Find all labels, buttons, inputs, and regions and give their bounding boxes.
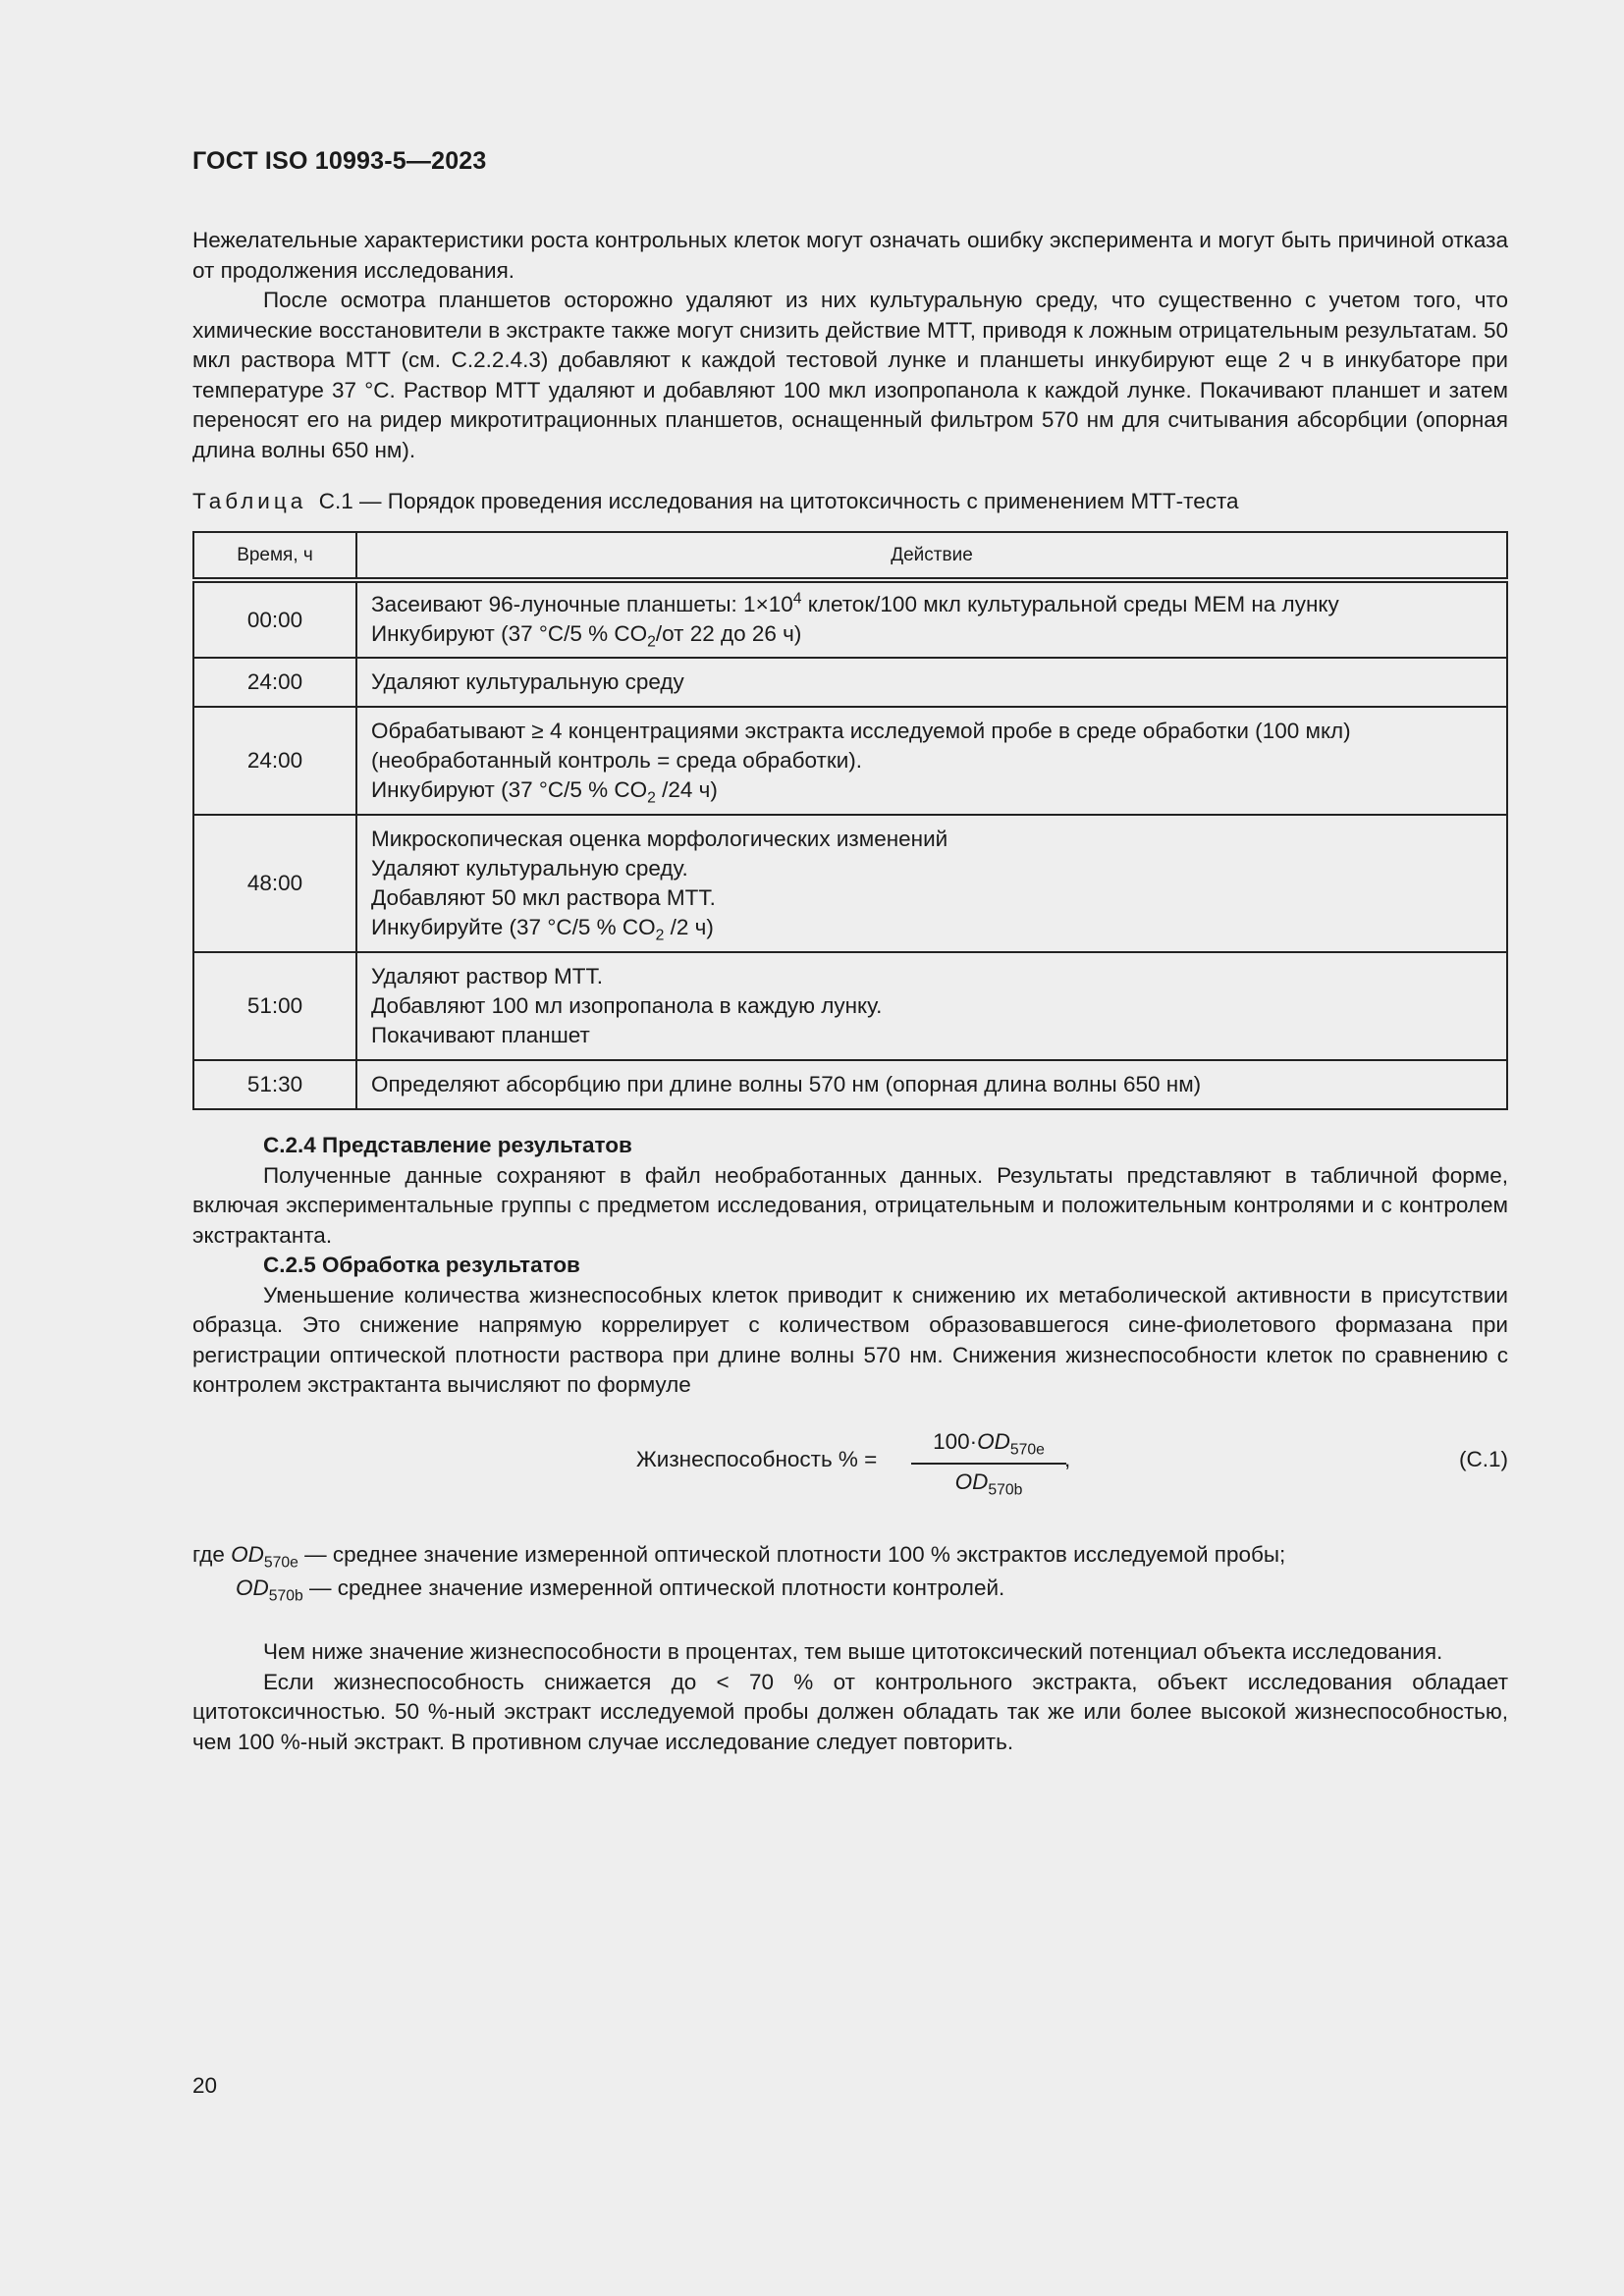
action-text: Добавляют 50 мкл раствора МТТ. xyxy=(371,884,716,910)
table-header-row xyxy=(193,532,1507,580)
column-header-time: Время, ч xyxy=(193,532,356,580)
closing-text xyxy=(192,1637,1508,1757)
row-action xyxy=(356,952,1507,1060)
section-c24-text: Полученные данные сохраняют в файл необработанных данных. Результаты представляют в табличной форме, включая экспериментальные группы с предметом исследования, отрицательным и положительным контролями и с контролем экстрактанта. xyxy=(192,1162,1508,1248)
closing-paragraph-2: Если жизнеспособность снижается до < 70 % от контрольного экстракта, объект исследования обладает цитотоксичностью. 50 %-ный экстракт исследуемой пробы должен обладать так же или более высокой жизнеспособностью, чем 100 %-ный экстракт. В противном случае исследование следует повторить. xyxy=(192,1669,1508,1754)
formula-den-od: OD xyxy=(954,1469,989,1494)
action-text: Добавляют 100 мл изопропанола в каждую лунку. xyxy=(371,992,883,1018)
legend-od-1: OD xyxy=(231,1542,264,1567)
formula-num-od: OD xyxy=(977,1429,1010,1454)
action-subscript: 2 xyxy=(655,927,665,943)
legend-sub-2: 570b xyxy=(268,1587,303,1605)
table-row xyxy=(193,1060,1507,1109)
intro-paragraph-1: Нежелательные характеристики роста контрольных клеток могут означать ошибку эксперимента и могут быть причиной отказа от продолжения исследования. xyxy=(192,228,1508,283)
legend-row-1 xyxy=(192,1538,1508,1572)
legend-row-2 xyxy=(192,1572,1508,1605)
action-text: Покачивают планшет xyxy=(371,1022,590,1047)
intro-text xyxy=(192,226,1508,465)
action-text-tail: /от 22 до 26 ч) xyxy=(655,621,802,646)
action-text: (необработанный контроль = среда обработки). xyxy=(371,747,863,773)
action-line xyxy=(371,825,1492,854)
legend-od-2: OD xyxy=(236,1575,269,1600)
action-line xyxy=(371,746,1492,775)
action-line xyxy=(371,1021,1492,1050)
row-time: 51:30 xyxy=(193,1060,356,1109)
table-body xyxy=(193,580,1507,1109)
action-line xyxy=(371,619,1492,649)
page-number: 20 xyxy=(192,2073,218,2098)
action-line xyxy=(371,775,1492,805)
action-text: Удаляют культуральную среду xyxy=(371,668,684,694)
action-line xyxy=(371,717,1492,746)
row-time: 24:00 xyxy=(193,658,356,707)
formula-num-sub: 570e xyxy=(1009,1441,1045,1459)
action-text: Микроскопическая оценка морфологических изменений xyxy=(371,826,948,851)
document-header: ГОСТ ISO 10993-5—2023 xyxy=(192,147,487,175)
formula-denominator xyxy=(911,1465,1066,1500)
formula-legend xyxy=(192,1538,1508,1605)
row-action xyxy=(356,580,1507,658)
action-text: Удаляют культуральную среду. xyxy=(371,855,688,881)
section-c25-title: С.2.5 Обработка результатов xyxy=(263,1253,580,1277)
action-text: Засеивают 96-луночные планшеты: 1×10 xyxy=(371,592,793,616)
action-text: Инкубируют (37 °С/5 % CO xyxy=(371,776,648,802)
table-row xyxy=(193,952,1507,1060)
action-superscript: 4 xyxy=(792,590,802,608)
table-caption xyxy=(192,487,1508,516)
table-row xyxy=(193,580,1507,658)
action-text: Удаляют раствор МТТ. xyxy=(371,963,603,988)
row-time: 48:00 xyxy=(193,815,356,952)
row-action xyxy=(356,707,1507,815)
table-row xyxy=(193,658,1507,707)
action-text-tail: клеток/100 мкл культуральной среды МЕМ на лунку xyxy=(801,592,1339,616)
viability-formula xyxy=(192,1425,1508,1514)
row-action xyxy=(356,658,1507,707)
action-text: Обрабатывают ≥ 4 концентрациями экстракта исследуемой пробе в среде обработки (100 мкл) xyxy=(371,718,1351,743)
formula-comma: , xyxy=(1064,1447,1071,1471)
row-action xyxy=(356,1060,1507,1109)
action-line xyxy=(371,854,1492,883)
formula-den-sub: 570b xyxy=(988,1481,1023,1499)
results-sections xyxy=(192,1131,1508,1401)
intro-paragraph-2: После осмотра планшетов осторожно удаляют из них культуральную среду, что существенно с учетом того, что химические восстановители в экстракте также могут снизить действие МТТ, приводя к ложным отрицательным результатам. 50 мкл раствора МТТ (см. С.2.2.4.3) добавляют к каждой тестовой лунке и планшеты инкубируют еще 2 ч в инкубаторе при температуре 37 °С. Раствор МТТ удаляют и добавляют 100 мкл изопропанола к каждой лунке. Покачивают планшет и затем переносят его на ридер микротитрационных планшетов, оснащенный фильтром 570 нм для считывания абсорбции (опорная длина волны 650 нм). xyxy=(192,288,1508,462)
action-text: Инкубируйте (37 °С/5 % CO xyxy=(371,914,656,939)
table-row xyxy=(193,707,1507,815)
row-time: 24:00 xyxy=(193,707,356,815)
action-subscript: 2 xyxy=(647,789,656,806)
action-line xyxy=(371,991,1492,1021)
legend-sub-1: 570e xyxy=(263,1554,298,1572)
action-line xyxy=(371,962,1492,991)
action-line xyxy=(371,913,1492,942)
row-time: 00:00 xyxy=(193,580,356,658)
action-line xyxy=(371,667,1492,697)
closing-paragraph-1: Чем ниже значение жизнеспособности в процентах, тем выше цитотоксический потенциал объекта исследования. xyxy=(263,1639,1443,1664)
formula-numerator xyxy=(911,1425,1066,1461)
legend-desc-1: — среднее значение измеренной оптической плотности 100 % экстрактов исследуемой пробы; xyxy=(298,1542,1286,1567)
section-c24-title: С.2.4 Представление результатов xyxy=(263,1133,632,1157)
formula-fraction xyxy=(911,1425,1066,1500)
row-action xyxy=(356,815,1507,952)
formula-num-prefix: 100· xyxy=(933,1429,978,1454)
column-header-action: Действие xyxy=(356,532,1507,580)
action-subscript: 2 xyxy=(647,633,656,651)
table-row xyxy=(193,815,1507,952)
action-text: Инкубируют (37 °С/5 % CO xyxy=(371,621,648,646)
legend-desc-2: — среднее значение измеренной оптической плотности контролей. xyxy=(302,1575,1005,1600)
row-time: 51:00 xyxy=(193,952,356,1060)
action-text: Определяют абсорбцию при длине волны 570 нм (опорная длина волны 650 нм) xyxy=(371,1071,1202,1096)
formula-lhs: Жизнеспособность % = xyxy=(636,1447,878,1471)
action-line xyxy=(371,1070,1492,1099)
action-text-tail: /24 ч) xyxy=(655,776,718,802)
table-caption-label: Таблица xyxy=(192,489,307,513)
formula-number: (С.1) xyxy=(1459,1447,1508,1471)
action-text-tail: /2 ч) xyxy=(664,914,714,939)
table-caption-text: С.1 — Порядок проведения исследования на цитотоксичность с применением МТТ-теста xyxy=(318,489,1239,513)
legend-lead: где xyxy=(192,1542,225,1567)
section-c25-text: Уменьшение количества жизнеспособных клеток приводит к снижению их метаболической активности в присутствии образца. Это снижение напрямую коррелирует с количеством образовавшегося сине-фиолетового формазана при регистрации оптической плотности раствора при длине волны 570 нм. Снижения жизнеспособности клеток по сравнению с контролем экстрактанта вычисляют по формуле xyxy=(192,1282,1508,1397)
action-line xyxy=(371,590,1492,619)
action-line xyxy=(371,883,1492,913)
procedure-table xyxy=(192,531,1508,1110)
